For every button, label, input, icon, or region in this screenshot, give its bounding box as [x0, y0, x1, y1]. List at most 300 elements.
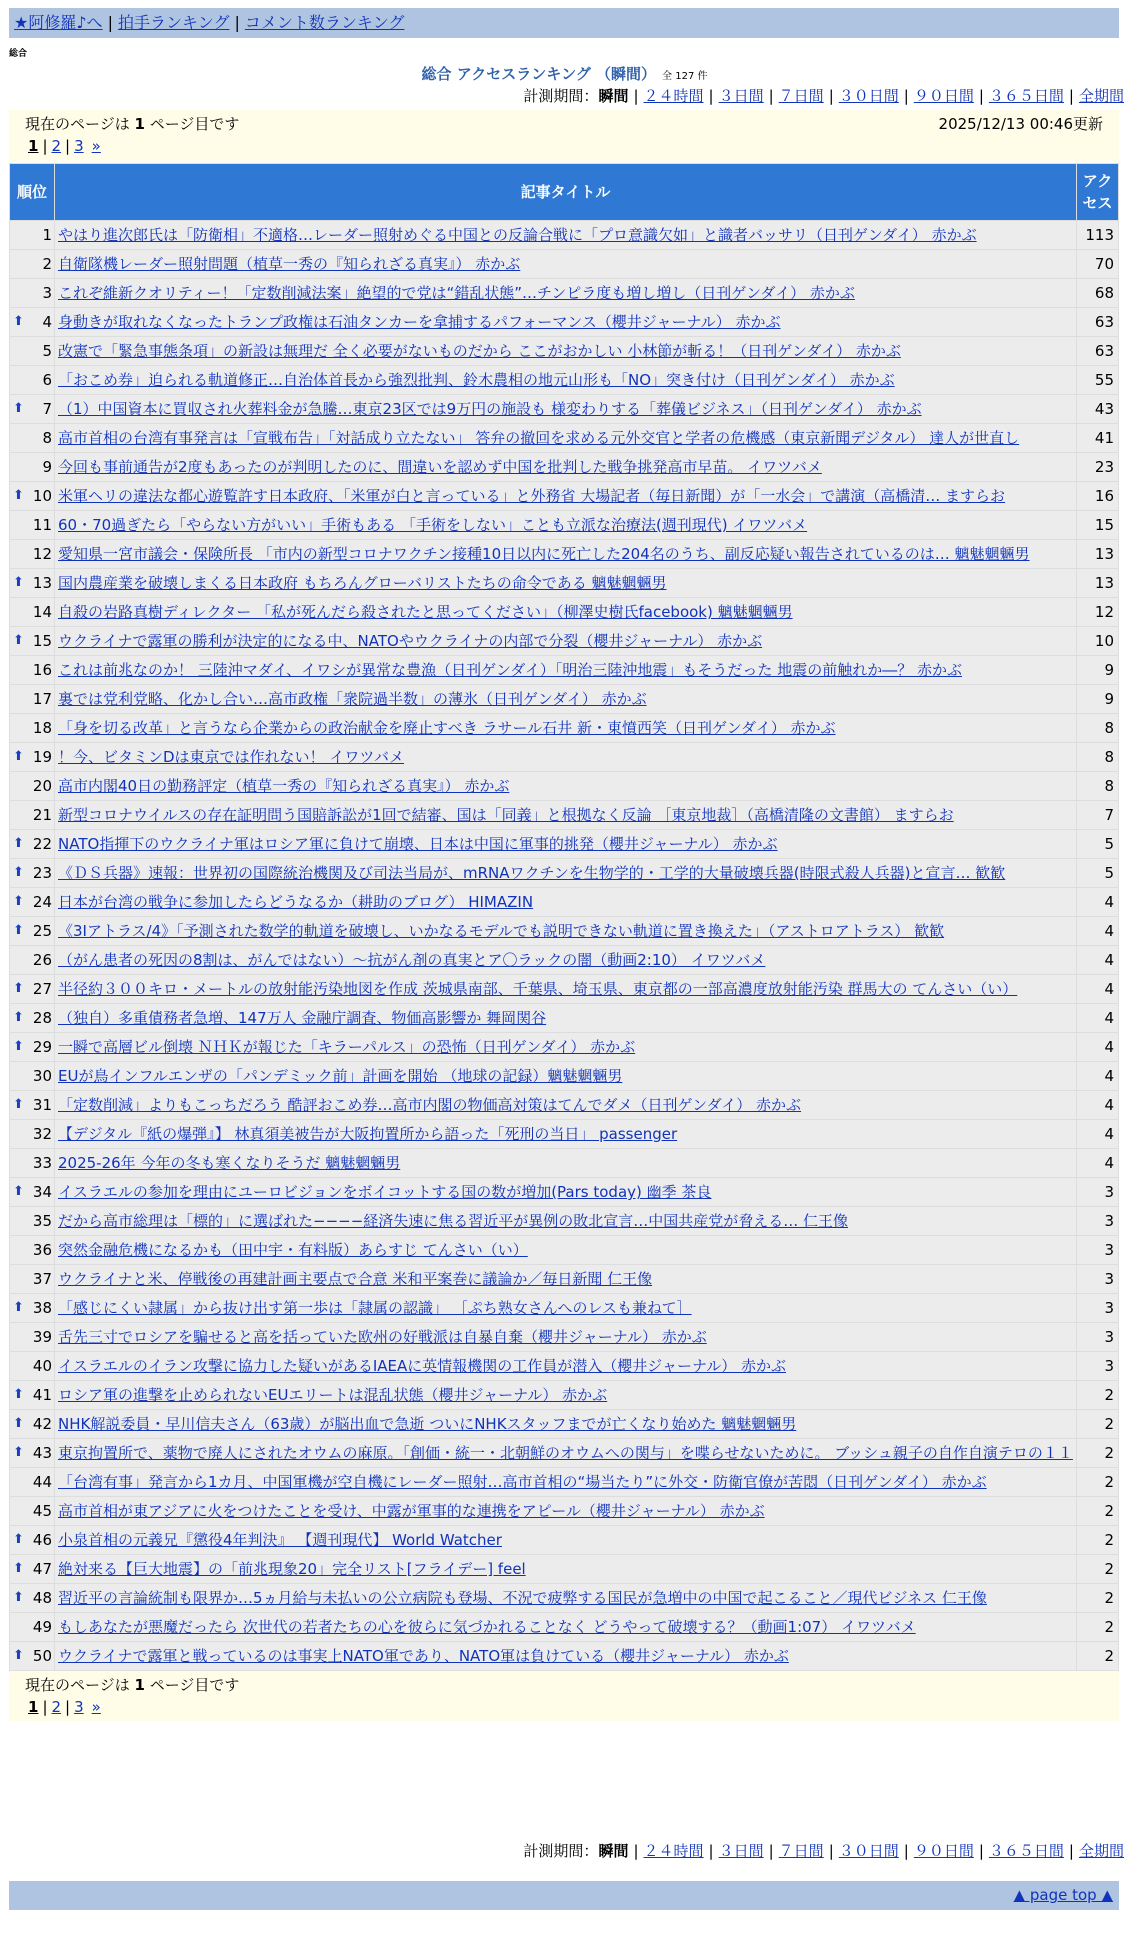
table-row — [10, 714, 1118, 742]
rank-number: 50 — [32, 1647, 52, 1665]
page-next-link[interactable]: » — [91, 137, 101, 155]
article-link[interactable]: 小泉首相の元義兄『懲役4年判決』 【週刊現代】 World Watcher — [58, 1531, 502, 1549]
rank-up-arrow-icon: ⬆ — [13, 575, 24, 590]
rank-up-arrow-icon: ⬆ — [13, 981, 24, 996]
period-link-365d[interactable]: ３６５日間 — [988, 87, 1064, 105]
table-row — [10, 1236, 1118, 1264]
pagination-bottom: 1 | 2 | 3 » — [28, 1698, 101, 1716]
access-count: 63 — [1077, 337, 1118, 365]
rank-cell — [10, 1004, 54, 1032]
table-row — [10, 1033, 1118, 1061]
rank-number: 11 — [32, 516, 52, 534]
category-tag: 総合 — [9, 49, 28, 59]
table-row — [10, 1149, 1118, 1177]
title-cell — [55, 569, 1076, 597]
title-cell — [55, 1091, 1076, 1119]
rank-cell — [10, 1468, 54, 1496]
title-cell — [55, 1149, 1076, 1177]
table-row — [10, 1468, 1118, 1496]
period-current: 瞬間 — [598, 1842, 629, 1860]
rank-cell — [10, 1584, 54, 1612]
article-link[interactable]: イスラエルの参加を理由にユーロビジョンをボイコットする国の数が増加(Pars today) 幽季 茶良 — [58, 1183, 712, 1201]
table-row — [10, 1497, 1118, 1525]
rank-number: 46 — [32, 1531, 52, 1549]
rank-cell — [10, 801, 54, 829]
rank-cell — [10, 917, 54, 945]
rank-number: 28 — [32, 1009, 52, 1027]
article-link[interactable]: 改憲で「緊急事態条項」の新設は無理だ 全く必要がないものだから ここがおかしい 小林節が斬る！（日刊ゲンダイ） 赤かぶ — [58, 342, 901, 360]
article-link[interactable]: ロシア軍の進撃を止められないEUエリートは混乱状態（櫻井ジャーナル） 赤かぶ — [58, 1386, 608, 1404]
rank-header: 順位 — [10, 164, 54, 220]
rank-number: 17 — [32, 690, 52, 708]
rank-number: 15 — [32, 632, 52, 650]
rank-up-arrow-icon: ⬆ — [13, 1532, 24, 1547]
table-row — [10, 1178, 1118, 1206]
access-count: 2 — [1077, 1526, 1118, 1554]
rank-number: 30 — [32, 1067, 52, 1085]
article-link[interactable]: 東京拘置所で、薬物で廃人にされたオウムの麻原。「創価・統一・北朝鮮のオウムへの関与」を喋らせないために。 ブッシュ親子の自作自演テロの１１ — [58, 1444, 1073, 1462]
article-link[interactable]: NHK解説委員・早川信夫さん（63歳）が脳出血で急逝 ついにNHKスタッフまでが亡くなり始めた 魑魅魍魎男 — [58, 1415, 797, 1433]
rank-number: 36 — [32, 1241, 52, 1259]
access-count: 2 — [1077, 1381, 1118, 1409]
article-link[interactable]: 60・70過ぎたら「やらない方がいい」手術もある 「手術をしない」ことも立派な治療法(週刊現代) イワツバメ — [58, 516, 808, 534]
table-row — [10, 1323, 1118, 1351]
article-link[interactable]: 「身を切る改革」と言うなら企業からの政治献金を廃止すべき ラサール石井 新・東憤西笑（日刊ゲンダイ） 赤かぶ — [58, 719, 836, 737]
access-count: 4 — [1077, 1033, 1118, 1061]
access-count: 2 — [1077, 1584, 1118, 1612]
rank-cell — [10, 1497, 54, 1525]
article-link[interactable]: 舌先三寸でロシアを騙せると高を括っていた欧州の好戦派は自暴自棄（櫻井ジャーナル） 赤かぶ — [58, 1328, 707, 1346]
rank-cell — [10, 250, 54, 278]
article-link[interactable]: ウクライナで露軍の勝利が決定的になる中、NATOやウクライナの内部で分裂（櫻井ジャーナル） 赤かぶ — [58, 632, 763, 650]
page-next-link[interactable]: » — [91, 1698, 101, 1716]
rank-number: 16 — [32, 661, 52, 679]
article-link[interactable]: 裏では党利党略、化かし合い…高市政権「衆院過半数」の薄氷（日刊ゲンダイ） 赤かぶ — [58, 690, 647, 708]
rank-number: 7 — [42, 400, 52, 418]
title-cell — [55, 279, 1076, 307]
access-count: 2 — [1077, 1410, 1118, 1438]
access-count: 4 — [1077, 888, 1118, 916]
rank-number: 33 — [32, 1154, 52, 1172]
table-row — [10, 1613, 1118, 1641]
article-link[interactable]: 日本が台湾の戦争に参加したらどうなるか（耕助のブログ） HIMAZIN — [58, 893, 534, 911]
table-row — [10, 511, 1118, 539]
access-count: 3 — [1077, 1207, 1118, 1235]
rank-number: 22 — [32, 835, 52, 853]
title-cell — [55, 714, 1076, 742]
title-cell — [55, 685, 1076, 713]
title-cell — [55, 946, 1076, 974]
rank-cell — [10, 424, 54, 452]
article-link[interactable]: もしあなたが悪魔だったら 次世代の若者たちの心を彼らに気づかれることなく どうやって破壊する？（動画1:07） イワツバメ — [58, 1618, 916, 1636]
rank-up-arrow-icon: ⬆ — [13, 1097, 24, 1112]
article-link[interactable]: NATO指揮下のウクライナ軍はロシア軍に負けて崩壊、日本は中国に軍事的挑発（櫻井ジャーナル） 赤かぶ — [58, 835, 778, 853]
title-cell — [55, 366, 1076, 394]
access-count: 9 — [1077, 685, 1118, 713]
title-cell — [55, 511, 1076, 539]
rank-cell — [10, 279, 54, 307]
article-link[interactable]: やはり進次郎氏は「防衛相」不適格…レーダー照射めぐる中国との反論合戦に「プロ意識欠如」と識者バッサリ（日刊ゲンダイ） 赤かぶ — [58, 226, 977, 244]
home-link[interactable]: ★阿修羅♪へ — [14, 13, 103, 32]
access-count: 4 — [1077, 946, 1118, 974]
access-count: 3 — [1077, 1294, 1118, 1322]
comment-ranking-link[interactable]: コメント数ランキング — [244, 13, 405, 32]
title-cell — [55, 1352, 1076, 1380]
title-cell — [55, 221, 1076, 249]
period-link-3d[interactable]: ３日間 — [718, 87, 764, 105]
table-row — [10, 1004, 1118, 1032]
article-link[interactable]: 「感じにくい隷属」から抜け出す第一歩は「隷属の認識」 ［ぷち熟女さんへのレスも兼ねて］ — [58, 1299, 692, 1317]
pagination-top: 1 | 2 | 3 » — [28, 137, 101, 155]
article-link[interactable]: 「おこめ券」迫られる軌道修正…自治体首長から強烈批判、鈴木農相の地元山形も「NO」突き付け（日刊ゲンダイ） 赤かぶ — [58, 371, 895, 389]
rank-cell — [10, 221, 54, 249]
title-cell — [55, 888, 1076, 916]
rank-cell — [10, 1294, 54, 1322]
rank-up-arrow-icon: ⬆ — [13, 1445, 24, 1460]
rank-number: 1 — [42, 226, 52, 244]
article-link[interactable]: 2025-26年 今年の冬も寒くなりそうだ 魑魅魍魎男 — [58, 1154, 401, 1172]
table-row — [10, 888, 1118, 916]
rank-cell — [10, 975, 54, 1003]
page-title — [0, 62, 1129, 89]
access-count: 70 — [1077, 250, 1118, 278]
title-cell — [55, 830, 1076, 858]
article-link[interactable]: 高市首相が東アジアに火をつけたことを受け、中露が軍事的な連携をアピール（櫻井ジャーナル） 赤かぶ — [58, 1502, 765, 1520]
article-link[interactable]: 自殺の岩路真樹ディレクター 「私が死んだら殺されたと思ってください」（柳澤史樹氏facebook) 魑魅魍魎男 — [58, 603, 793, 621]
rank-up-arrow-icon: ⬆ — [13, 923, 24, 938]
rank-cell — [10, 830, 54, 858]
article-link[interactable]: だから高市総理は「標的」に選ばれた−−−−経済失速に焦る習近平が異例の敗北宣言…中国共産党が脅える… 仁王像 — [58, 1212, 849, 1230]
title-cell — [55, 1062, 1076, 1090]
rank-number: 19 — [32, 748, 52, 766]
rank-number: 27 — [32, 980, 52, 998]
rank-cell — [10, 656, 54, 684]
rank-cell — [10, 366, 54, 394]
title-cell — [55, 1236, 1076, 1264]
title-cell — [55, 1410, 1076, 1438]
status-panel-bottom — [9, 1671, 1119, 1721]
period-link-7d[interactable]: ７日間 — [778, 87, 824, 105]
article-link[interactable]: EUが鳥インフルエンザの「パンデミック前」計画を開始 （地球の記録）魑魅魍魎男 — [58, 1067, 623, 1085]
rank-number: 8 — [42, 429, 52, 447]
table-row — [10, 830, 1118, 858]
access-count: 16 — [1077, 482, 1118, 510]
access-count: 8 — [1077, 743, 1118, 771]
rank-cell — [10, 1323, 54, 1351]
page-link-2[interactable]: 2 — [51, 1698, 62, 1716]
rank-number: 35 — [32, 1212, 52, 1230]
article-link[interactable]: 「台湾有事」発言から1カ月、中国軍機が空自機にレーダー照射…高市首相の“場当たり”に外交・防衛官僚が苦悶（日刊ゲンダイ） 赤かぶ — [58, 1473, 987, 1491]
access-count: 4 — [1077, 1062, 1118, 1090]
title-cell — [55, 482, 1076, 510]
article-link[interactable]: ウクライナで露軍と戦っているのは事実上NATO軍であり、NATO軍は負けている（櫻井ジャーナル） 赤かぶ — [58, 1647, 789, 1665]
period-link-3d[interactable]: ３日間 — [718, 1842, 764, 1860]
rank-up-arrow-icon: ⬆ — [13, 1561, 24, 1576]
rank-up-arrow-icon: ⬆ — [13, 894, 24, 909]
table-row — [10, 1410, 1118, 1438]
article-link[interactable]: 今回も事前通告が2度もあったのが判明したのに、間違いを認めず中国を批判した戦争挑発高市早苗。 イワツバメ — [58, 458, 822, 476]
rank-number: 20 — [32, 777, 52, 795]
table-row — [10, 1526, 1118, 1554]
access-count: 9 — [1077, 656, 1118, 684]
title-header: 記事タイトル — [55, 164, 1076, 220]
rank-cell — [10, 482, 54, 510]
rank-number: 41 — [32, 1386, 52, 1404]
access-count: 4 — [1077, 1004, 1118, 1032]
rank-cell — [10, 685, 54, 713]
table-row — [10, 540, 1118, 568]
page-link-3[interactable]: 3 — [74, 137, 84, 155]
article-link[interactable]: 高市首相の台湾有事発言は「宣戦布告」「対話成り立たない」 答弁の撤回を求める元外交官と学者の危機感（東京新聞デジタル） 達人が世直し — [58, 429, 1020, 447]
table-row — [10, 1091, 1118, 1119]
period-link-90d[interactable]: ９０日間 — [913, 87, 974, 105]
rank-number: 18 — [32, 719, 52, 737]
article-link[interactable]: 高市内閣40日の勤務評定（植草一秀の『知られざる真実』） 赤かぶ — [58, 777, 510, 795]
rank-number: 37 — [32, 1270, 52, 1288]
period-current: 瞬間 — [598, 87, 629, 105]
article-link[interactable]: これは前兆なのか！ 三陸沖マダイ、イワシが異常な豊漁（日刊ゲンダイ）「明治三陸沖地震」もそうだった 地震の前触れか―？ 赤かぶ — [58, 661, 962, 679]
rank-cell — [10, 540, 54, 568]
access-count: 12 — [1077, 598, 1118, 626]
table-row — [10, 801, 1118, 829]
rank-up-arrow-icon: ⬆ — [13, 1300, 24, 1315]
article-link[interactable]: 米軍ヘリの違法な都心遊覧許す日本政府、「米軍が白と言っている」と外務省 大場記者（毎日新聞）が「一水会」で講演（高橋清… ますらお — [58, 487, 1006, 505]
rank-number: 32 — [32, 1125, 52, 1143]
article-link[interactable]: 一瞬で高層ビル倒壊 ＮＨＫが報じた「キラーパルス」の恐怖（日刊ゲンダイ） 赤かぶ — [58, 1038, 636, 1056]
page-top-link[interactable]: ▲ page top ▲ — [1013, 1886, 1113, 1904]
table-row — [10, 946, 1118, 974]
article-link[interactable]: 半径約３００キロ・メートルの放射能汚染地図を作成 茨城県南部、千葉県、埼玉県、東京都の一部高濃度放射能汚染 群馬大の てんさい（い） — [58, 980, 1018, 998]
period-link-30d[interactable]: ３０日間 — [838, 1842, 899, 1860]
access-count: 2 — [1077, 1439, 1118, 1467]
rank-number: 31 — [32, 1096, 52, 1114]
access-count: 3 — [1077, 1265, 1118, 1293]
access-count: 4 — [1077, 917, 1118, 945]
rank-number: 24 — [32, 893, 52, 911]
period-link-30d[interactable]: ３０日間 — [838, 87, 899, 105]
rank-cell — [10, 1410, 54, 1438]
rank-cell — [10, 1120, 54, 1148]
table-row — [10, 250, 1118, 278]
rank-number: 25 — [32, 922, 52, 940]
article-link[interactable]: 習近平の言論統制も限界か…5ヵ月給与未払いの公立病院も登場、不況で疲弊する国民が急増中の中国で起こること／現代ビジネス 仁王像 — [58, 1589, 987, 1607]
page-footer — [9, 1881, 1119, 1910]
rank-number: 39 — [32, 1328, 52, 1346]
rank-number: 14 — [32, 603, 52, 621]
rank-cell — [10, 743, 54, 771]
title-cell — [55, 1004, 1076, 1032]
access-count: 3 — [1077, 1323, 1118, 1351]
nav-separator: | — [234, 13, 240, 32]
title-cell — [55, 1642, 1076, 1670]
title-cell — [55, 540, 1076, 568]
rank-number: 12 — [32, 545, 52, 563]
table-row — [10, 1381, 1118, 1409]
rank-number: 43 — [32, 1444, 52, 1462]
rank-number: 5 — [42, 342, 52, 360]
page-current: 1 — [28, 137, 39, 155]
title-cell — [55, 424, 1076, 452]
rank-number: 38 — [32, 1299, 52, 1317]
page-link-3[interactable]: 3 — [74, 1698, 84, 1716]
rank-number: 3 — [42, 284, 52, 302]
rank-up-arrow-icon: ⬆ — [13, 865, 24, 880]
period-link-24h[interactable]: ２４時間 — [643, 87, 704, 105]
access-count: 4 — [1077, 1149, 1118, 1177]
article-link[interactable]: 絶対来る【巨大地震】の「前兆現象20」完全リスト[フライデー] feel — [58, 1560, 526, 1578]
title-cell — [55, 453, 1076, 481]
access-count: 13 — [1077, 540, 1118, 568]
access-count: 10 — [1077, 627, 1118, 655]
rank-number: 47 — [32, 1560, 52, 1578]
period-link-365d[interactable]: ３６５日間 — [988, 1842, 1064, 1860]
period-link-all[interactable]: 全期間 — [1078, 1842, 1124, 1860]
article-link[interactable]: ウクライナと米、停戦後の再建計画主要点で合意 米和平案巻に議論か／毎日新聞 仁王像 — [58, 1270, 653, 1288]
page-status: 現在のページは 1 ページ目です — [25, 1676, 240, 1694]
title-cell — [55, 1381, 1076, 1409]
period-link-7d[interactable]: ７日間 — [778, 1842, 824, 1860]
rank-number: 45 — [32, 1502, 52, 1520]
article-link[interactable]: （独自）多重債務者急増、147万人 金融庁調査、物価高影響か 舞岡関谷 — [58, 1009, 547, 1027]
rank-number: 4 — [42, 313, 52, 331]
article-link[interactable]: 《ＤＳ兵器》速報：世界初の国際統治機関及び司法当局が、mRNAワクチンを生物学的・工学的大量破壊兵器(時限式殺人兵器)と宣言… 歓歓 — [58, 864, 1006, 882]
table-row — [10, 1584, 1118, 1612]
period-link-24h[interactable]: ２４時間 — [643, 1842, 704, 1860]
table-row — [10, 743, 1118, 771]
title-cell — [55, 308, 1076, 336]
article-link[interactable]: （1）中国資本に買収され火葬料金が急騰…東京23区では9万円の施設も 様変わりする「葬儀ビジネス」（日刊ゲンダイ） 赤かぶ — [58, 400, 922, 418]
article-link[interactable]: イスラエルのイラン攻撃に協力した疑いがあるIAEAに英情報機関の工作員が潜入（櫻井ジャーナル） 赤かぶ — [58, 1357, 786, 1375]
period-link-all[interactable]: 全期間 — [1078, 87, 1124, 105]
title-cell — [55, 1033, 1076, 1061]
rank-number: 6 — [42, 371, 52, 389]
access-count: 7 — [1077, 801, 1118, 829]
rank-cell — [10, 453, 54, 481]
rank-up-arrow-icon: ⬆ — [13, 1590, 24, 1605]
rank-cell — [10, 511, 54, 539]
rank-cell — [10, 1236, 54, 1264]
title-cell — [55, 772, 1076, 800]
period-link-90d[interactable]: ９０日間 — [913, 1842, 974, 1860]
rank-cell — [10, 888, 54, 916]
rank-cell — [10, 1062, 54, 1090]
title-cell — [55, 1120, 1076, 1148]
rank-cell — [10, 395, 54, 423]
rank-cell — [10, 1207, 54, 1235]
article-link[interactable]: （がん患者の死因の8割は、がんではない）～抗がん剤の真実とア〇ラックの闇（動画2:10） イワツバメ — [58, 951, 766, 969]
access-count: 3 — [1077, 1236, 1118, 1264]
rank-up-arrow-icon: ⬆ — [13, 1387, 24, 1402]
rank-number: 49 — [32, 1618, 52, 1636]
table-row — [10, 337, 1118, 365]
title-cell — [55, 627, 1076, 655]
rank-cell — [10, 1381, 54, 1409]
table-row — [10, 1265, 1118, 1293]
article-link[interactable]: これぞ維新クオリティー！「定数削減法案」絶望的で党は“錯乱状態”…チンピラ度も増し増し（日刊ゲンダイ） 赤かぶ — [58, 284, 855, 302]
title-cell — [55, 1323, 1076, 1351]
article-link[interactable]: 新型コロナウイルスの存在証明問う国賠訴訟が1回で結審、国は「同義」と根拠なく反論 ［東京地裁］（高橋清隆の文書館） ますらお — [58, 806, 954, 824]
table-row — [10, 975, 1118, 1003]
table-row — [10, 366, 1118, 394]
title-cell — [55, 743, 1076, 771]
rank-cell — [10, 1555, 54, 1583]
article-link[interactable]: ！今、ビタミンDは東京では作れない！ イワツバメ — [58, 748, 405, 766]
update-time: 2025/12/13 00:46更新 — [938, 115, 1103, 133]
page-link-2[interactable]: 2 — [51, 137, 62, 155]
title-cell — [55, 1294, 1076, 1322]
rank-number: 29 — [32, 1038, 52, 1056]
clap-ranking-link[interactable]: 拍手ランキング — [117, 13, 230, 32]
access-count: 8 — [1077, 772, 1118, 800]
rank-number: 34 — [32, 1183, 52, 1201]
article-link[interactable]: 自衛隊機レーダー照射問題（植草一秀の『知られざる真実』） 赤かぶ — [58, 255, 521, 273]
rank-cell — [10, 1352, 54, 1380]
title-cell — [55, 250, 1076, 278]
access-header: アクセス — [1077, 164, 1118, 220]
total-count: 全 127 件 — [662, 71, 708, 82]
article-link[interactable]: 突然金融危機になるかも（田中宇・有料版）あらすじ てんさい（い） — [58, 1241, 528, 1259]
rank-number: 40 — [32, 1357, 52, 1375]
rank-number: 42 — [32, 1415, 52, 1433]
table-row — [10, 859, 1118, 887]
title-cell — [55, 975, 1076, 1003]
title-cell — [55, 1265, 1076, 1293]
nav-separator: | — [107, 13, 113, 32]
table-row — [10, 424, 1118, 452]
article-link[interactable]: 《3Iアトラス/4》「予測された数学的軌道を破壊し、いかなるモデルでも説明できない軌道に置き換えた」（アストロアトラス） 歓歓 — [58, 922, 945, 940]
rank-cell — [10, 1439, 54, 1467]
access-count: 2 — [1077, 1497, 1118, 1525]
access-count: 3 — [1077, 1352, 1118, 1380]
page-status: 現在のページは 1 ページ目です — [25, 115, 240, 133]
access-count: 4 — [1077, 1091, 1118, 1119]
rank-number: 21 — [32, 806, 52, 824]
access-count: 2 — [1077, 1642, 1118, 1670]
rank-cell — [10, 1613, 54, 1641]
access-count: 23 — [1077, 453, 1118, 481]
rank-up-arrow-icon: ⬆ — [13, 1648, 24, 1663]
title-cell — [55, 1497, 1076, 1525]
title-cell — [55, 1555, 1076, 1583]
article-link[interactable]: 愛知県一宮市議会・保険所長 「市内の新型コロナワクチン接種10日以内に死亡した204名のうち、副反応疑い報告されているのは… 魑魅魍魎男 — [58, 545, 1030, 563]
table-row — [10, 279, 1118, 307]
rank-number: 9 — [42, 458, 52, 476]
rank-up-arrow-icon: ⬆ — [13, 836, 24, 851]
rank-cell — [10, 1091, 54, 1119]
rank-cell — [10, 1642, 54, 1670]
table-row — [10, 221, 1118, 249]
rank-number: 48 — [32, 1589, 52, 1607]
rank-number: 10 — [32, 487, 52, 505]
article-link[interactable]: 【デジタル『紙の爆弾』】 林真須美被告が大阪拘置所から語った「死刑の当日」 passenger — [58, 1125, 678, 1143]
article-link[interactable]: 国内農産業を破壊しまくる日本政府 もちろんグローバリストたちの命令である 魑魅魍魎男 — [58, 574, 667, 592]
table-row — [10, 1120, 1118, 1148]
access-count: 41 — [1077, 424, 1118, 452]
article-link[interactable]: 「定数削減」よりもこっちだろう 酷評おこめ券…高市内閣の物価高対策はてんでダメ（日刊ゲンダイ） 赤かぶ — [58, 1096, 802, 1114]
table-row — [10, 1642, 1118, 1670]
rank-cell — [10, 1526, 54, 1554]
title-cell — [55, 1439, 1076, 1467]
table-row — [10, 685, 1118, 713]
period-selector-bottom: 計測期間：瞬間 | ２４時間 | ３日間 | ７日間 | ３０日間 | ９０日間 | ３６５日間 | 全期間 — [523, 1842, 1124, 1860]
rank-cell — [10, 569, 54, 597]
article-link[interactable]: 身動きが取れなくなったトランプ政権は石油タンカーを拿捕するパフォーマンス（櫻井ジャーナル） 赤かぶ — [58, 313, 781, 331]
rank-up-arrow-icon: ⬆ — [13, 1184, 24, 1199]
rank-up-arrow-icon: ⬆ — [13, 633, 24, 648]
title-cell — [55, 656, 1076, 684]
title-cell — [55, 1584, 1076, 1612]
table-row — [10, 1555, 1118, 1583]
